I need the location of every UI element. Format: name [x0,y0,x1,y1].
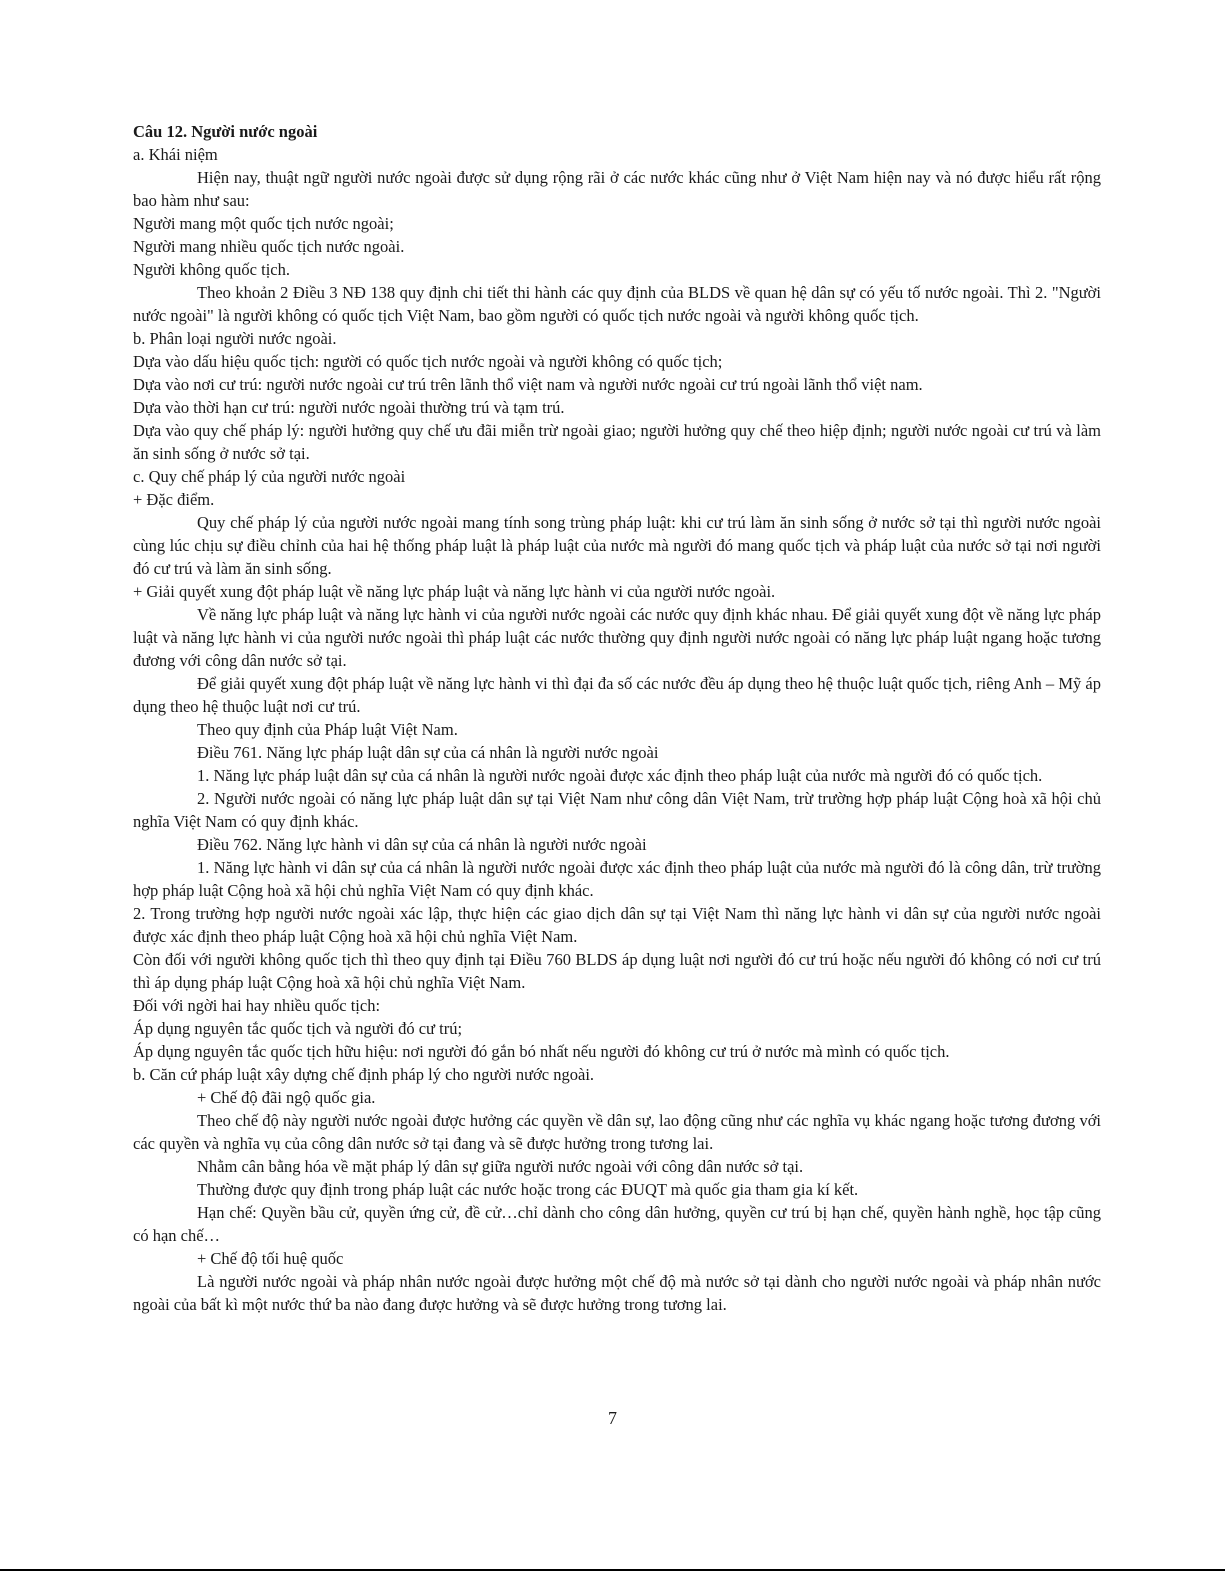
paragraph: Áp dụng nguyên tắc quốc tịch và người đó cư trú; [133,1019,463,1038]
paragraph: Theo quy định của Pháp luật Việt Nam. [197,720,458,739]
paragraph: Còn đối với người không quốc tịch thì theo quy định tại Điều 760 BLDS áp dụng luật nơi người đó cư trú hoặc nếu người đó không có nơi cư trú thì áp dụng pháp luật Cộng hoà xã hội chủ nghĩa Việt Nam. [133,950,1101,992]
paragraph: Người mang một quốc tịch nước ngoài; [133,214,394,233]
paragraph: Quy chế pháp lý của người nước ngoài mang tính song trùng pháp luật: khi cư trú làm ăn sinh sống ở nước sở tại thì người nước ngoài cùng lúc chịu sự điều chỉnh của hai hệ thống pháp luật là pháp luật của nước mà người đó mang quốc tịch và pháp luật của nước sở tại nơi người đó cư trú và làm ăn sinh sống. [133,513,1101,578]
paragraph: c. Quy chế pháp lý của người nước ngoài [133,467,406,486]
paragraph: Người mang nhiều quốc tịch nước ngoài. [133,237,405,256]
paragraph: 1. Năng lực hành vi dân sự của cá nhân là người nước ngoài được xác định theo pháp luật của nước mà người đó là công dân, trừ trường hợp pháp luật Cộng hoà xã hội chủ nghĩa Việt Nam có quy định khác. [133,858,1101,900]
page-number: 7 [608,1408,617,1428]
paragraph: Áp dụng nguyên tắc quốc tịch hữu hiệu: nơi người đó gắn bó nhất nếu người đó không cư trú ở nước mà mình có quốc tịch. [133,1042,950,1061]
paragraph: + Giải quyết xung đột pháp luật về năng lực pháp luật và năng lực hành vi của người nước ngoài. [133,582,776,601]
paragraph: a. Khái niệm [133,145,218,164]
bottom-rule [0,1569,1225,1571]
paragraph: Thường được quy định trong pháp luật các nước hoặc trong các ĐUQT mà quốc gia tham gia kí kết. [197,1180,859,1199]
paragraph: b. Phân loại người nước ngoài. [133,329,337,348]
paragraph: 2. Người nước ngoài có năng lực pháp luật dân sự tại Việt Nam như công dân Việt Nam, trừ trường hợp pháp luật Cộng hoà xã hội chủ nghĩa Việt Nam có quy định khác. [133,789,1101,831]
paragraph: Dựa vào dấu hiệu quốc tịch: người có quốc tịch nước ngoài và người không có quốc tịch; [133,352,723,371]
paragraph: + Chế độ tối huệ quốc [197,1249,344,1268]
paragraph: + Đặc điểm. [133,490,215,509]
paragraph: Nhằm cân bằng hóa về mặt pháp lý dân sự giữa người nước ngoài với công dân nước sở tại. [197,1157,804,1176]
paragraph: 1. Năng lực pháp luật dân sự của cá nhân là người nước ngoài được xác định theo pháp luật của nước mà người đó có quốc tịch. [197,766,1043,785]
paragraph: Điều 761. Năng lực pháp luật dân sự của cá nhân là người nước ngoài [197,743,659,762]
paragraph: Đối với ngời hai hay nhiều quốc tịch: [133,996,381,1015]
paragraph: + Chế độ đãi ngộ quốc gia. [197,1088,376,1107]
paragraph: Hạn chế: Quyền bầu cử, quyền ứng cử, đề cử…chỉ dành cho công dân hưởng, quyền cư trú bị hạn chế, quyền hành nghề, học tập cũng có hạn chế… [133,1203,1101,1245]
paragraph: Theo khoản 2 Điều 3 NĐ 138 quy định chi tiết thi hành các quy định của BLDS về quan hệ dân sự có yếu tố nước ngoài. Thì 2. "Người nước ngoài" là người không có quốc tịch Việt Nam, bao gồm người có quốc tịch nước ngoài và người không quốc tịch. [133,283,1101,325]
paragraph: Về năng lực pháp luật và năng lực hành vi của người nước ngoài các nước quy định khác nhau. Để giải quyết xung đột về năng lực pháp luật và năng lực hành vi của người nước ngoài thì pháp luật các nước thường quy định người nước ngoài có năng lực pháp luật ngang hoặc tương đương với công dân nước sở tại. [133,605,1101,670]
paragraph: Dựa vào nơi cư trú: người nước ngoài cư trú trên lãnh thổ việt nam và người nước ngoài cư trú ngoài lãnh thổ việt nam. [133,375,923,394]
paragraph: b. Căn cứ pháp luật xây dựng chế định pháp lý cho người nước ngoài. [133,1065,595,1084]
paragraph: Dựa vào quy chế pháp lý: người hưởng quy chế ưu đãi miễn trừ ngoài giao; người hưởng quy chế theo hiệp định; người nước ngoài cư trú và làm ăn sinh sống ở nước sở tại. [133,421,1101,463]
paragraph: Hiện nay, thuật ngữ người nước ngoài được sử dụng rộng rãi ở các nước khác cũng như ở Việt Nam hiện nay và nó được hiểu rất rộng bao hàm như sau: [133,168,1101,210]
paragraph: Là người nước ngoài và pháp nhân nước ngoài được hưởng một chế độ mà nước sở tại dành cho người nước ngoài và pháp nhân nước ngoài của bất kì một nước thứ ba nào đang được hưởng và sẽ được hưởng trong tương lai. [133,1272,1101,1314]
paragraph: Dựa vào thời hạn cư trú: người nước ngoài thường trú và tạm trú. [133,398,565,417]
document-body [133,120,1101,1316]
paragraph: Để giải quyết xung đột pháp luật về năng lực hành vi thì đại đa số các nước đều áp dụng theo hệ thuộc luật quốc tịch, riêng Anh – Mỹ áp dụng theo hệ thuộc luật nơi cư trú. [133,674,1101,716]
paragraph: 2. Trong trường hợp người nước ngoài xác lập, thực hiện các giao dịch dân sự tại Việt Nam thì năng lực hành vi dân sự của người nước ngoài được xác định theo pháp luật Cộng hoà xã hội chủ nghĩa Việt Nam. [133,904,1101,946]
paragraph: Điều 762. Năng lực hành vi dân sự của cá nhân là người nước ngoài [197,835,647,854]
paragraph: Theo chế độ này người nước ngoài được hưởng các quyền về dân sự, lao động cũng như các nghĩa vụ khác ngang hoặc tương đương với các quyền và nghĩa vụ của công dân nước sở tại đang và sẽ được hưởng trong tương lai. [133,1111,1101,1153]
section-heading: Câu 12. Người nước ngoài [133,122,318,141]
paragraph: Người không quốc tịch. [133,260,290,279]
